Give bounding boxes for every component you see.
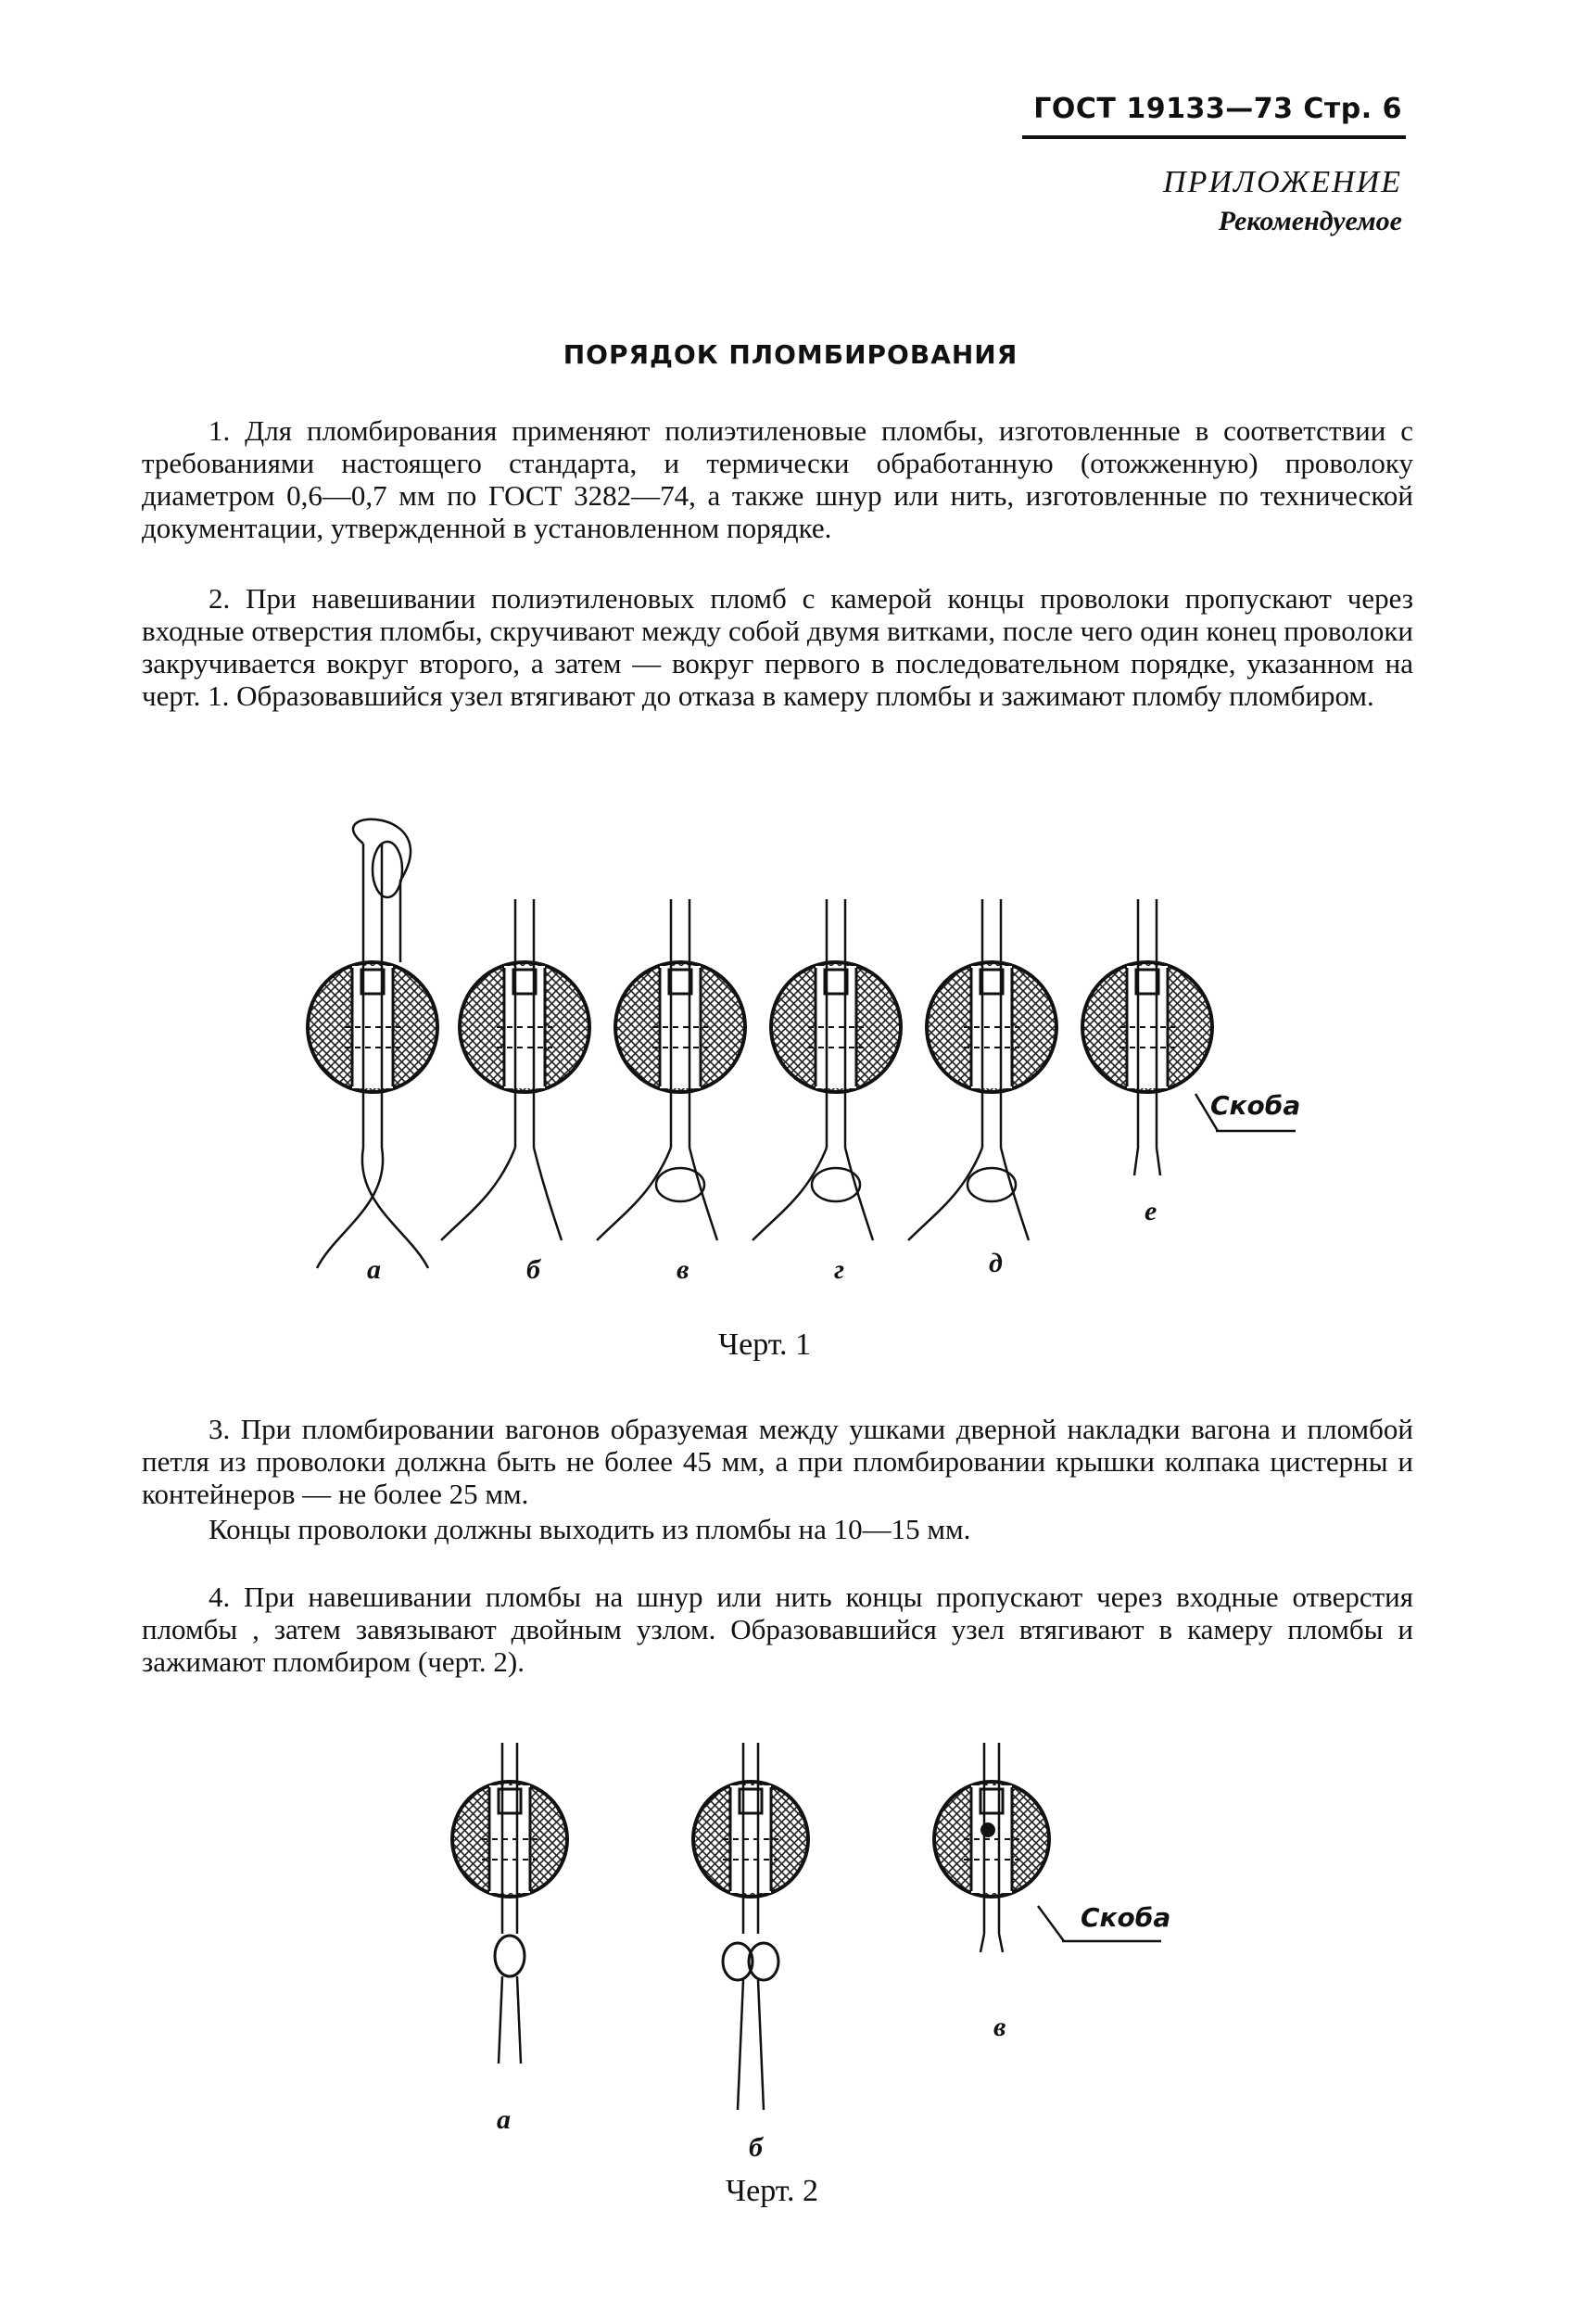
wire [1157, 1148, 1160, 1175]
wire-twist [968, 1168, 1016, 1201]
paragraph-2: 2. При навешивании полиэтиленовых пломб с камерой концы проволоки пропускают через входные отверстия пломбы, скручивают между собой двумя витками, после чего один конец проволоки закручивается вокруг второго, а затем — вокруг первого в последовательном порядке, указанном на черт. 1. Образовавшийся узел втягивают до отказа в камеру пломбы и зажимают пломбу пломбиром. [142, 582, 1413, 712]
figure-2 [436, 1743, 1177, 2188]
wire [758, 1980, 764, 2110]
figure-2-label-v: в [993, 2012, 1006, 2042]
wire [441, 1148, 515, 1240]
wire [738, 1980, 743, 2110]
wire [689, 1148, 717, 1240]
seal-clip [669, 970, 691, 994]
wire [362, 1148, 428, 1268]
figure-1-label-g: г [834, 1254, 845, 1285]
seal-6 [1082, 962, 1212, 1092]
seal-sequence [308, 819, 1212, 1268]
seal-clip [980, 970, 1003, 994]
figure-2-label-a: а [497, 2104, 511, 2135]
figure-1-label-d: д [989, 1248, 1003, 1278]
callout-leader-2 [1038, 1906, 1064, 1941]
seal-clip [825, 970, 847, 994]
paragraph-5: 4. При навешивании пломбы на шнур или нить концы пропускают через входные отверстия пломбы , затем завязывают двойным узлом. Образовавшийся узел втягивают в камеру пломбы и зажимают пломбиром (черт. 2). [142, 1581, 1413, 1678]
paragraph-1: 1. Для пломбирования применяют полиэтиленовые пломбы, изготовленные в соответствии с требованиями настоящего стандарта, и термически обработанную (отожженную) проволоку диаметром 0,6—0,7 мм по ГОСТ 3282—74, а также шнур или нить, изготовленные по технической документации, утвержденной в установленном порядке. [142, 414, 1413, 544]
wire [1134, 1148, 1138, 1175]
wire-twist [656, 1168, 704, 1201]
callout-label-2: Скоба [1081, 1902, 1171, 1933]
figure-1 [306, 816, 1325, 1316]
wire [534, 1148, 562, 1240]
figure-1-label-e: е [1145, 1196, 1157, 1226]
wire-loop [373, 842, 402, 897]
seal-v1 [452, 1782, 567, 1897]
seal-v3 [934, 1782, 1049, 1897]
seal-5 [927, 962, 1056, 1092]
figure-1-label-v: в [677, 1254, 689, 1285]
figure-1-label-a: а [367, 1254, 381, 1285]
seal-2 [460, 962, 589, 1092]
wire [1001, 1148, 1029, 1240]
seal-v2 [693, 1782, 808, 1897]
appendix-type: Рекомендуемое [1218, 206, 1402, 236]
seal-3 [615, 962, 745, 1092]
figure-1-label-b: б [526, 1254, 540, 1285]
seal-clip [513, 970, 536, 994]
seal-1 [308, 962, 437, 1092]
figure-2-caption: Черт. 2 [726, 2174, 819, 2208]
cord-knot-inside [980, 1822, 995, 1837]
page-title: ПОРЯДОК ПЛОМБИРОВАНИЯ [563, 339, 1018, 370]
seal-clip [361, 970, 384, 994]
callout-label: Скоба [1210, 1090, 1301, 1121]
paragraph-3: 3. При пломбировании вагонов образуемая между ушками дверной накладки вагона и пломбой петля из проволоки должна быть не более 45 мм, а при пломбировании крышки колпака цистерны и контейнеров — не более 25 мм. [142, 1413, 1413, 1510]
figure-2-label-b: б [749, 2132, 763, 2163]
figure-1-caption: Черт. 1 [718, 1327, 812, 1362]
wire [499, 1976, 502, 2064]
seal-variants [452, 1743, 1049, 2110]
wire [845, 1148, 873, 1240]
cord-knot [495, 1936, 525, 1976]
header-rule [1022, 135, 1406, 139]
figure-1-drawing [306, 816, 1325, 1316]
figure-2-drawing [436, 1743, 1177, 2188]
seal-4 [771, 962, 901, 1092]
wire-twist [812, 1168, 860, 1201]
standard-reference: ГОСТ 19133—73 Стр. 6 [1033, 93, 1402, 125]
seal-clip [1136, 970, 1158, 994]
wire [980, 1934, 984, 1952]
appendix-heading [1163, 165, 1402, 237]
appendix-label: ПРИЛОЖЕНИЕ [1163, 165, 1402, 199]
wire [999, 1934, 1003, 1952]
wire [517, 1976, 521, 2064]
wire [317, 1148, 383, 1268]
paragraph-4: Концы проволоки должны выходить из пломбы на 10—15 мм. [209, 1513, 971, 1545]
